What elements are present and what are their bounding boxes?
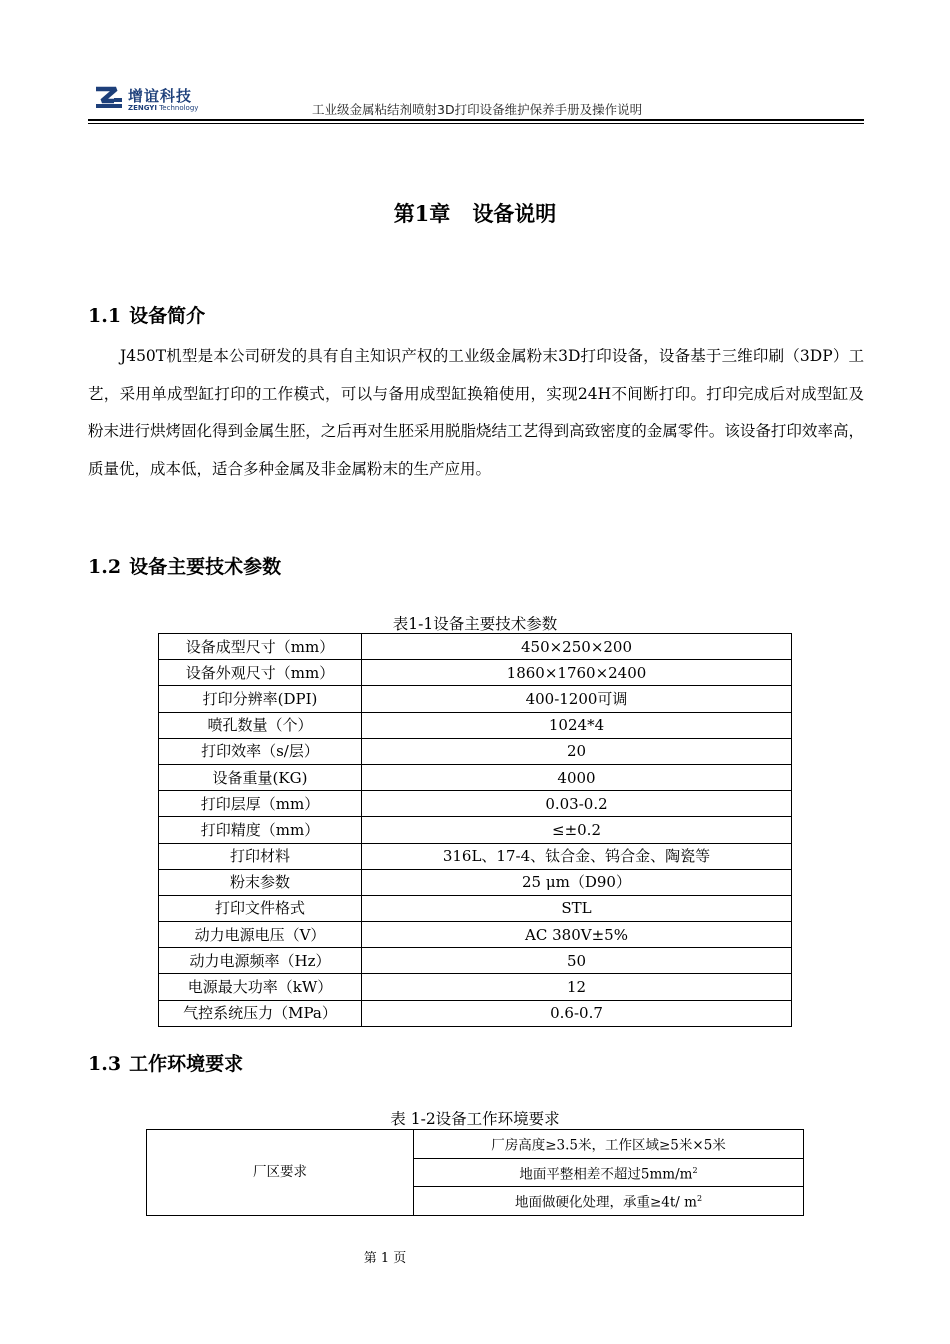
- table-row: [159, 974, 792, 1000]
- section-heading-1-2: 1.2 设备主要技术参数: [88, 556, 282, 578]
- table-row: [159, 817, 792, 843]
- header-rule-thick: [88, 119, 864, 121]
- group-label-cell: 厂区要求: [147, 1130, 414, 1216]
- param-label-cell: 粉末参数: [159, 869, 362, 895]
- param-value-cell: 0.03-0.2: [362, 791, 792, 817]
- param-label-cell: 设备成型尺寸（mm）: [159, 634, 362, 660]
- table-row: [159, 791, 792, 817]
- param-value-cell: 50: [362, 948, 792, 974]
- logo-chinese-name: 增谊科技: [128, 87, 193, 105]
- table-row: [159, 922, 792, 948]
- table-row: [159, 1000, 792, 1026]
- param-value-cell: 4000: [362, 764, 792, 790]
- zengyi-logo-icon: [94, 86, 124, 110]
- table-caption-1-2: 表 1-2设备工作环境要求: [390, 1110, 560, 1128]
- table-row: [147, 1130, 804, 1159]
- param-value-cell: 316L、17-4、钛合金、钨合金、陶瓷等: [362, 843, 792, 869]
- param-value-cell: 20: [362, 738, 792, 764]
- param-label-cell: 打印材料: [159, 843, 362, 869]
- table-row: [159, 712, 792, 738]
- intro-paragraph: J450T机型是本公司研发的具有自主知识产权的工业级金属粉末3D打印设备，设备基于三维印刷（3DP）工艺，采用单成型缸打印的工作模式，可以与备用成型缸换箱使用，实现24H不间断打印。打印完成后对成型缸及粉末进行烘烤固化得到金属生胚，之后再对生胚采用脱脂烧结工艺得到高致密度的金属零件。该设备打印效率高，质量优，成本低，适合多种金属及非金属粉末的生产应用。: [88, 347, 864, 478]
- param-label-cell: 打印层厚（mm）: [159, 791, 362, 817]
- param-label-cell: 动力电源电压（V）: [159, 922, 362, 948]
- param-value-cell: 25 μm（D90）: [362, 869, 792, 895]
- table-cell: 地面做硬化处理，承重≥4t/ $m^2$: [414, 1187, 804, 1216]
- param-value-cell: ≤±0.2: [362, 817, 792, 843]
- logo-english-name: ZENGYI Technology: [128, 104, 199, 112]
- table-row: [159, 738, 792, 764]
- param-label-cell: 电源最大功率（kW）: [159, 974, 362, 1000]
- table-cell: 地面平整相差不超过$5mm/m^2$: [414, 1158, 804, 1187]
- table-row: [159, 634, 792, 660]
- page-header: [88, 84, 864, 124]
- table-row: [159, 869, 792, 895]
- header-rule-thin: [88, 123, 864, 124]
- param-value-cell: 12: [362, 974, 792, 1000]
- table-row: [159, 948, 792, 974]
- table-row: [159, 843, 792, 869]
- param-label-cell: 喷孔数量（个）: [159, 712, 362, 738]
- table-row: [159, 686, 792, 712]
- param-label-cell: 打印文件格式: [159, 895, 362, 921]
- table-row: [159, 660, 792, 686]
- environment-table: [146, 1129, 804, 1216]
- section-heading-1-3: 1.3 工作环境要求: [88, 1053, 244, 1075]
- company-logo: [94, 84, 214, 116]
- table-cell: 厂房高度≥3.5米，工作区域≥5米×5米: [414, 1130, 804, 1159]
- page-number: 第 1 页: [363, 1251, 407, 1266]
- param-label-cell: 打印精度（mm）: [159, 817, 362, 843]
- param-value-cell: 400-1200可调: [362, 686, 792, 712]
- section-heading-1-1: 1.1 设备简介: [88, 305, 206, 327]
- param-label-cell: 打印效率（s/层）: [159, 738, 362, 764]
- table-caption-1-1: 表1-1设备主要技术参数: [392, 615, 558, 633]
- param-value-cell: STL: [362, 895, 792, 921]
- param-label-cell: 设备重量(KG): [159, 764, 362, 790]
- table-row: [159, 764, 792, 790]
- tech-params-table: [158, 633, 792, 1027]
- chapter-title: 第1章 设备说明: [393, 201, 557, 226]
- table-row: [159, 895, 792, 921]
- param-value-cell: 450×250×200: [362, 634, 792, 660]
- param-value-cell: 1860×1760×2400: [362, 660, 792, 686]
- param-label-cell: 气控系统压力（MPa）: [159, 1000, 362, 1026]
- document-header-title: 工业级金属粘结剂喷射3D打印设备维护保养手册及操作说明: [312, 102, 643, 117]
- param-label-cell: 打印分辨率(DPI): [159, 686, 362, 712]
- param-value-cell: 1024*4: [362, 712, 792, 738]
- param-label-cell: 动力电源频率（Hz）: [159, 948, 362, 974]
- param-label-cell: 设备外观尺寸（mm）: [159, 660, 362, 686]
- param-value-cell: AC 380V±5%: [362, 922, 792, 948]
- param-value-cell: 0.6-0.7: [362, 1000, 792, 1026]
